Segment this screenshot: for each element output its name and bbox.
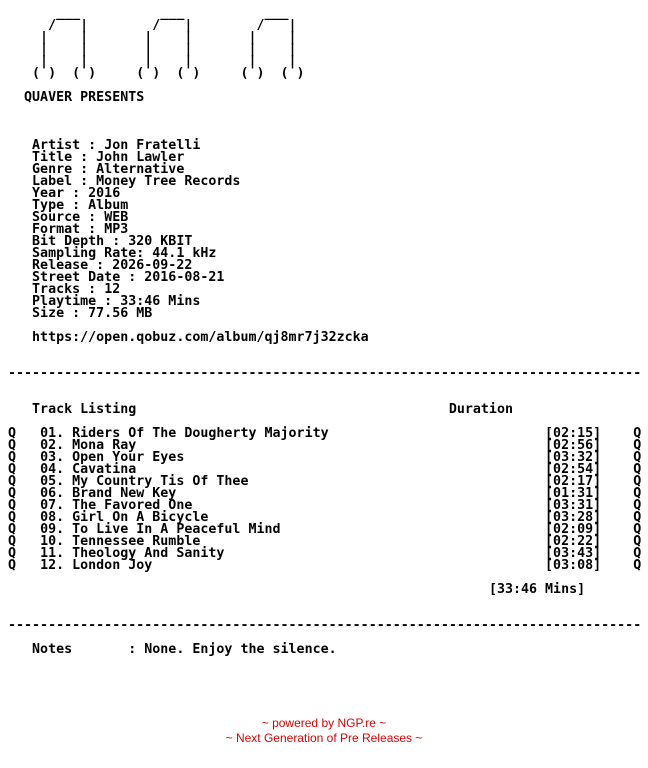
quality-mark: Q xyxy=(8,534,17,549)
detail-value: Album xyxy=(88,198,129,213)
detail-label: Year xyxy=(32,186,65,201)
quality-mark: Q xyxy=(8,522,17,537)
track-duration: [02:17] xyxy=(545,474,602,489)
detail-row: Size : 77.56 MB xyxy=(32,306,153,321)
detail-value: WEB xyxy=(104,210,129,225)
detail-label: Artist xyxy=(32,138,81,153)
release-details xyxy=(8,140,641,320)
quality-mark: Q xyxy=(633,474,642,489)
track-number: 01. xyxy=(40,426,65,441)
detail-row: Year : 2016 xyxy=(32,186,121,201)
quality-mark: Q xyxy=(8,498,17,513)
detail-label: Sampling Rate xyxy=(32,246,137,261)
divider: ------------------------------------------------------------------------------- xyxy=(8,618,642,633)
track-title: My Country Tis Of Thee xyxy=(72,474,249,489)
track-title: Brand New Key xyxy=(72,486,177,501)
detail-value: MP3 xyxy=(104,222,129,237)
track-duration: [03:28] xyxy=(545,510,602,525)
detail-value: John Lawler xyxy=(96,150,185,165)
track-title: London Joy xyxy=(72,558,153,573)
detail-value: Jon Fratelli xyxy=(104,138,201,153)
quality-mark: Q xyxy=(633,450,642,465)
track-title: To Live In A Peaceful Mind xyxy=(72,522,281,537)
track-number: 02. xyxy=(40,438,65,453)
notes-value: None. Enjoy the silence. xyxy=(144,642,337,657)
quality-mark: Q xyxy=(633,522,642,537)
track-title: Riders Of The Dougherty Majority xyxy=(72,426,329,441)
detail-row: Format : MP3 xyxy=(32,222,129,237)
track-number: 11. xyxy=(40,546,65,561)
track-duration: [02:09] xyxy=(545,522,602,537)
track-number: 03. xyxy=(40,450,65,465)
detail-label: Playtime xyxy=(32,294,97,309)
quality-mark: Q xyxy=(633,426,642,441)
detail-label: Genre xyxy=(32,162,73,177)
quality-mark: Q xyxy=(8,486,17,501)
track-number: 08. xyxy=(40,510,65,525)
track-number: 04. xyxy=(40,462,65,477)
total-time: [33:46 Mins] xyxy=(488,582,586,597)
detail-row: Source : WEB xyxy=(32,210,129,225)
quality-mark: Q xyxy=(633,534,642,549)
quality-mark: Q xyxy=(8,450,17,465)
track-listing-header xyxy=(8,404,641,416)
detail-label: Release xyxy=(32,258,89,273)
detail-row: Bit Depth : 320 KBIT xyxy=(32,234,193,249)
track-duration: [02:56] xyxy=(545,438,602,453)
track-title: Mona Ray xyxy=(72,438,137,453)
quality-mark: Q xyxy=(633,486,642,501)
logo-line: | | | | | | xyxy=(8,30,297,45)
track-duration: [03:32] xyxy=(545,450,602,465)
track-duration: [03:31] xyxy=(545,498,602,513)
track-title: Theology And Sanity xyxy=(72,546,225,561)
detail-value: 33:46 Mins xyxy=(120,294,201,309)
track-number: 12. xyxy=(40,558,65,573)
quality-mark: Q xyxy=(8,438,17,453)
ascii-logo xyxy=(8,8,641,80)
total-time-line xyxy=(8,584,641,596)
detail-label: Tracks xyxy=(32,282,81,297)
nfo-text xyxy=(8,8,641,656)
notes-label: Notes xyxy=(32,642,129,657)
quality-mark: Q xyxy=(8,462,17,477)
detail-row: Genre : Alternative xyxy=(32,162,185,177)
detail-label: Bit Depth xyxy=(32,234,105,249)
track-number: 05. xyxy=(40,474,65,489)
quality-mark: Q xyxy=(8,474,17,489)
detail-value: 2016 xyxy=(88,186,121,201)
presents-line: QUAVER PRESENTS xyxy=(8,90,145,105)
quality-mark: Q xyxy=(633,498,642,513)
track-title: Tennessee Rumble xyxy=(72,534,201,549)
notes-line: Notes : None. Enjoy the silence. xyxy=(32,642,337,657)
detail-row: Artist : Jon Fratelli xyxy=(32,138,201,153)
detail-row: Tracks : 12 xyxy=(32,282,121,297)
track-duration: [03:08] xyxy=(545,558,602,573)
quality-mark: Q xyxy=(633,558,642,573)
detail-value: 77.56 MB xyxy=(88,306,153,321)
track-row xyxy=(8,560,641,572)
track-number: 07. xyxy=(40,498,65,513)
detail-row: Playtime : 33:46 Mins xyxy=(32,294,201,309)
quality-mark: Q xyxy=(8,546,17,561)
track-listing-title: Track Listing xyxy=(32,402,137,417)
detail-value: 12 xyxy=(104,282,121,297)
detail-value: Alternative xyxy=(96,162,185,177)
track-duration: [02:54] xyxy=(545,462,602,477)
duration-title: Duration xyxy=(448,402,513,417)
album-url: https://open.qobuz.com/album/qj8mr7j32zcka xyxy=(32,330,369,345)
track-duration: [02:22] xyxy=(545,534,602,549)
track-duration: [01:31] xyxy=(545,486,602,501)
footer-powered-by: ~ powered by NGP.re ~ xyxy=(261,716,387,730)
divider: ------------------------------------------------------------------------------- xyxy=(8,366,642,381)
quality-mark: Q xyxy=(8,558,17,573)
track-title: The Favored One xyxy=(72,498,193,513)
detail-value: 2016-08-21 xyxy=(144,270,225,285)
detail-label: Format xyxy=(32,222,81,237)
quality-mark: Q xyxy=(633,510,642,525)
detail-value: 44.1 kHz xyxy=(152,246,217,261)
detail-value: 2026-09-22 xyxy=(112,258,193,273)
quality-mark: Q xyxy=(633,546,642,561)
quality-mark: Q xyxy=(633,462,642,477)
detail-label: Size xyxy=(32,306,65,321)
detail-label: Source xyxy=(32,210,81,225)
detail-label: Type xyxy=(32,198,65,213)
detail-label: Label xyxy=(32,174,73,189)
track-title: Open Your Eyes xyxy=(72,450,185,465)
track-number: 09. xyxy=(40,522,65,537)
logo-line: | | | | | | xyxy=(8,42,297,57)
quality-mark: Q xyxy=(8,510,17,525)
detail-value: 320 KBIT xyxy=(128,234,193,249)
logo-line: ___ ___ ___ xyxy=(8,6,289,21)
track-duration: [03:43] xyxy=(545,546,602,561)
detail-row: Type : Album xyxy=(32,198,129,213)
detail-label: Title xyxy=(32,150,73,165)
track-duration: [02:15] xyxy=(545,426,602,441)
quality-mark: Q xyxy=(633,438,642,453)
quality-mark: Q xyxy=(8,426,17,441)
logo-line: / | / | / | xyxy=(8,18,297,33)
detail-label: Street Date xyxy=(32,270,121,285)
detail-row: Street Date : 2016-08-21 xyxy=(32,270,225,285)
track-number: 10. xyxy=(40,534,65,549)
detail-row: Label : Money Tree Records xyxy=(32,174,241,189)
detail-row: Title : John Lawler xyxy=(32,150,185,165)
track-number: 06. xyxy=(40,486,65,501)
logo-line: | | | | | | xyxy=(8,54,297,69)
track-title: Cavatina xyxy=(72,462,137,477)
logo-line: ( ) ( ) ( ) ( ) ( ) ( ) xyxy=(8,66,305,81)
detail-row: Sampling Rate: 44.1 kHz xyxy=(32,246,217,261)
detail-row: Release : 2026-09-22 xyxy=(32,258,193,273)
detail-value: Money Tree Records xyxy=(96,174,241,189)
footer-tagline: ~ Next Generation of Pre Releases ~ xyxy=(225,731,423,745)
track-list xyxy=(8,428,641,572)
track-title: Girl On A Bicycle xyxy=(72,510,209,525)
